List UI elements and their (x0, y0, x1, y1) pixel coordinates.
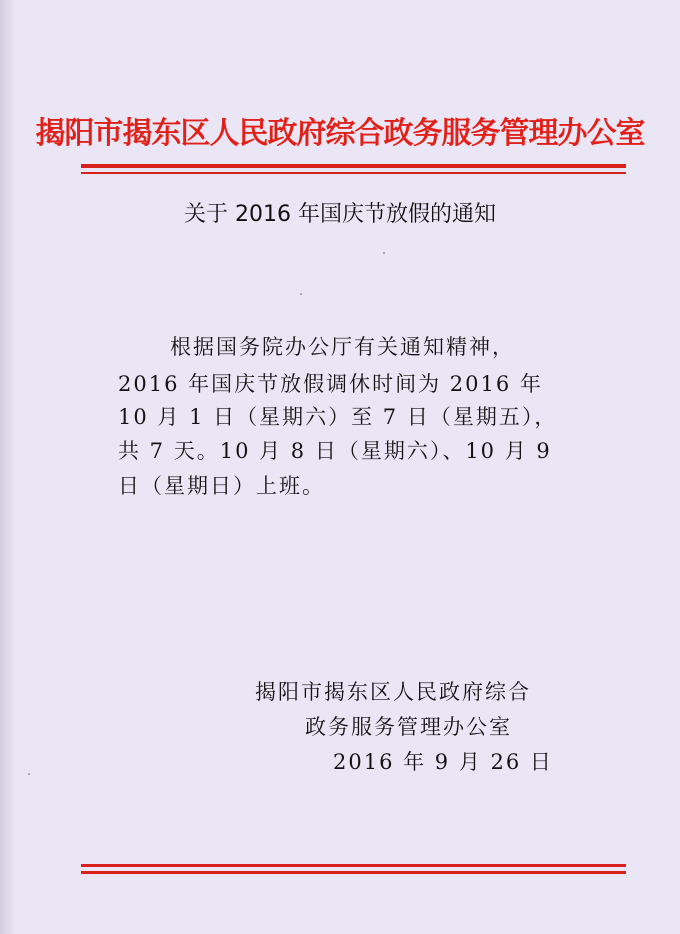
header-red-rule-thick (81, 164, 626, 168)
signature-org-line-1: 揭阳市揭东区人民政府综合 (255, 680, 531, 704)
body-line-1: 根据国务院办公厅有关通知精神， (170, 335, 515, 359)
paper-speck (300, 293, 302, 295)
footer-red-rule-bottom (81, 871, 626, 874)
body-line-2: 2016 年国庆节放假调休时间为 2016 年 (118, 372, 543, 396)
footer-red-rule-top (81, 864, 626, 867)
paper-speck (28, 773, 30, 775)
notice-title: 关于 2016 年国庆节放假的通知 (184, 202, 496, 227)
body-line-4: 共 7 天。10 月 8 日（星期六）、10 月 9 (118, 439, 552, 463)
body-line-5: 日（星期日）上班。 (118, 474, 325, 498)
signature-org-line-2: 政务服务管理办公室 (305, 715, 512, 739)
body-line-3: 10 月 1 日（星期六）至 7 日（星期五）， (118, 405, 558, 429)
signature-date: 2016 年 9 月 26 日 (333, 750, 553, 774)
header-red-rule-thin (81, 172, 626, 174)
paper-speck (383, 252, 385, 254)
issuing-office-header: 揭阳市揭东区人民政府综合政务服务管理办公室 (35, 116, 645, 151)
